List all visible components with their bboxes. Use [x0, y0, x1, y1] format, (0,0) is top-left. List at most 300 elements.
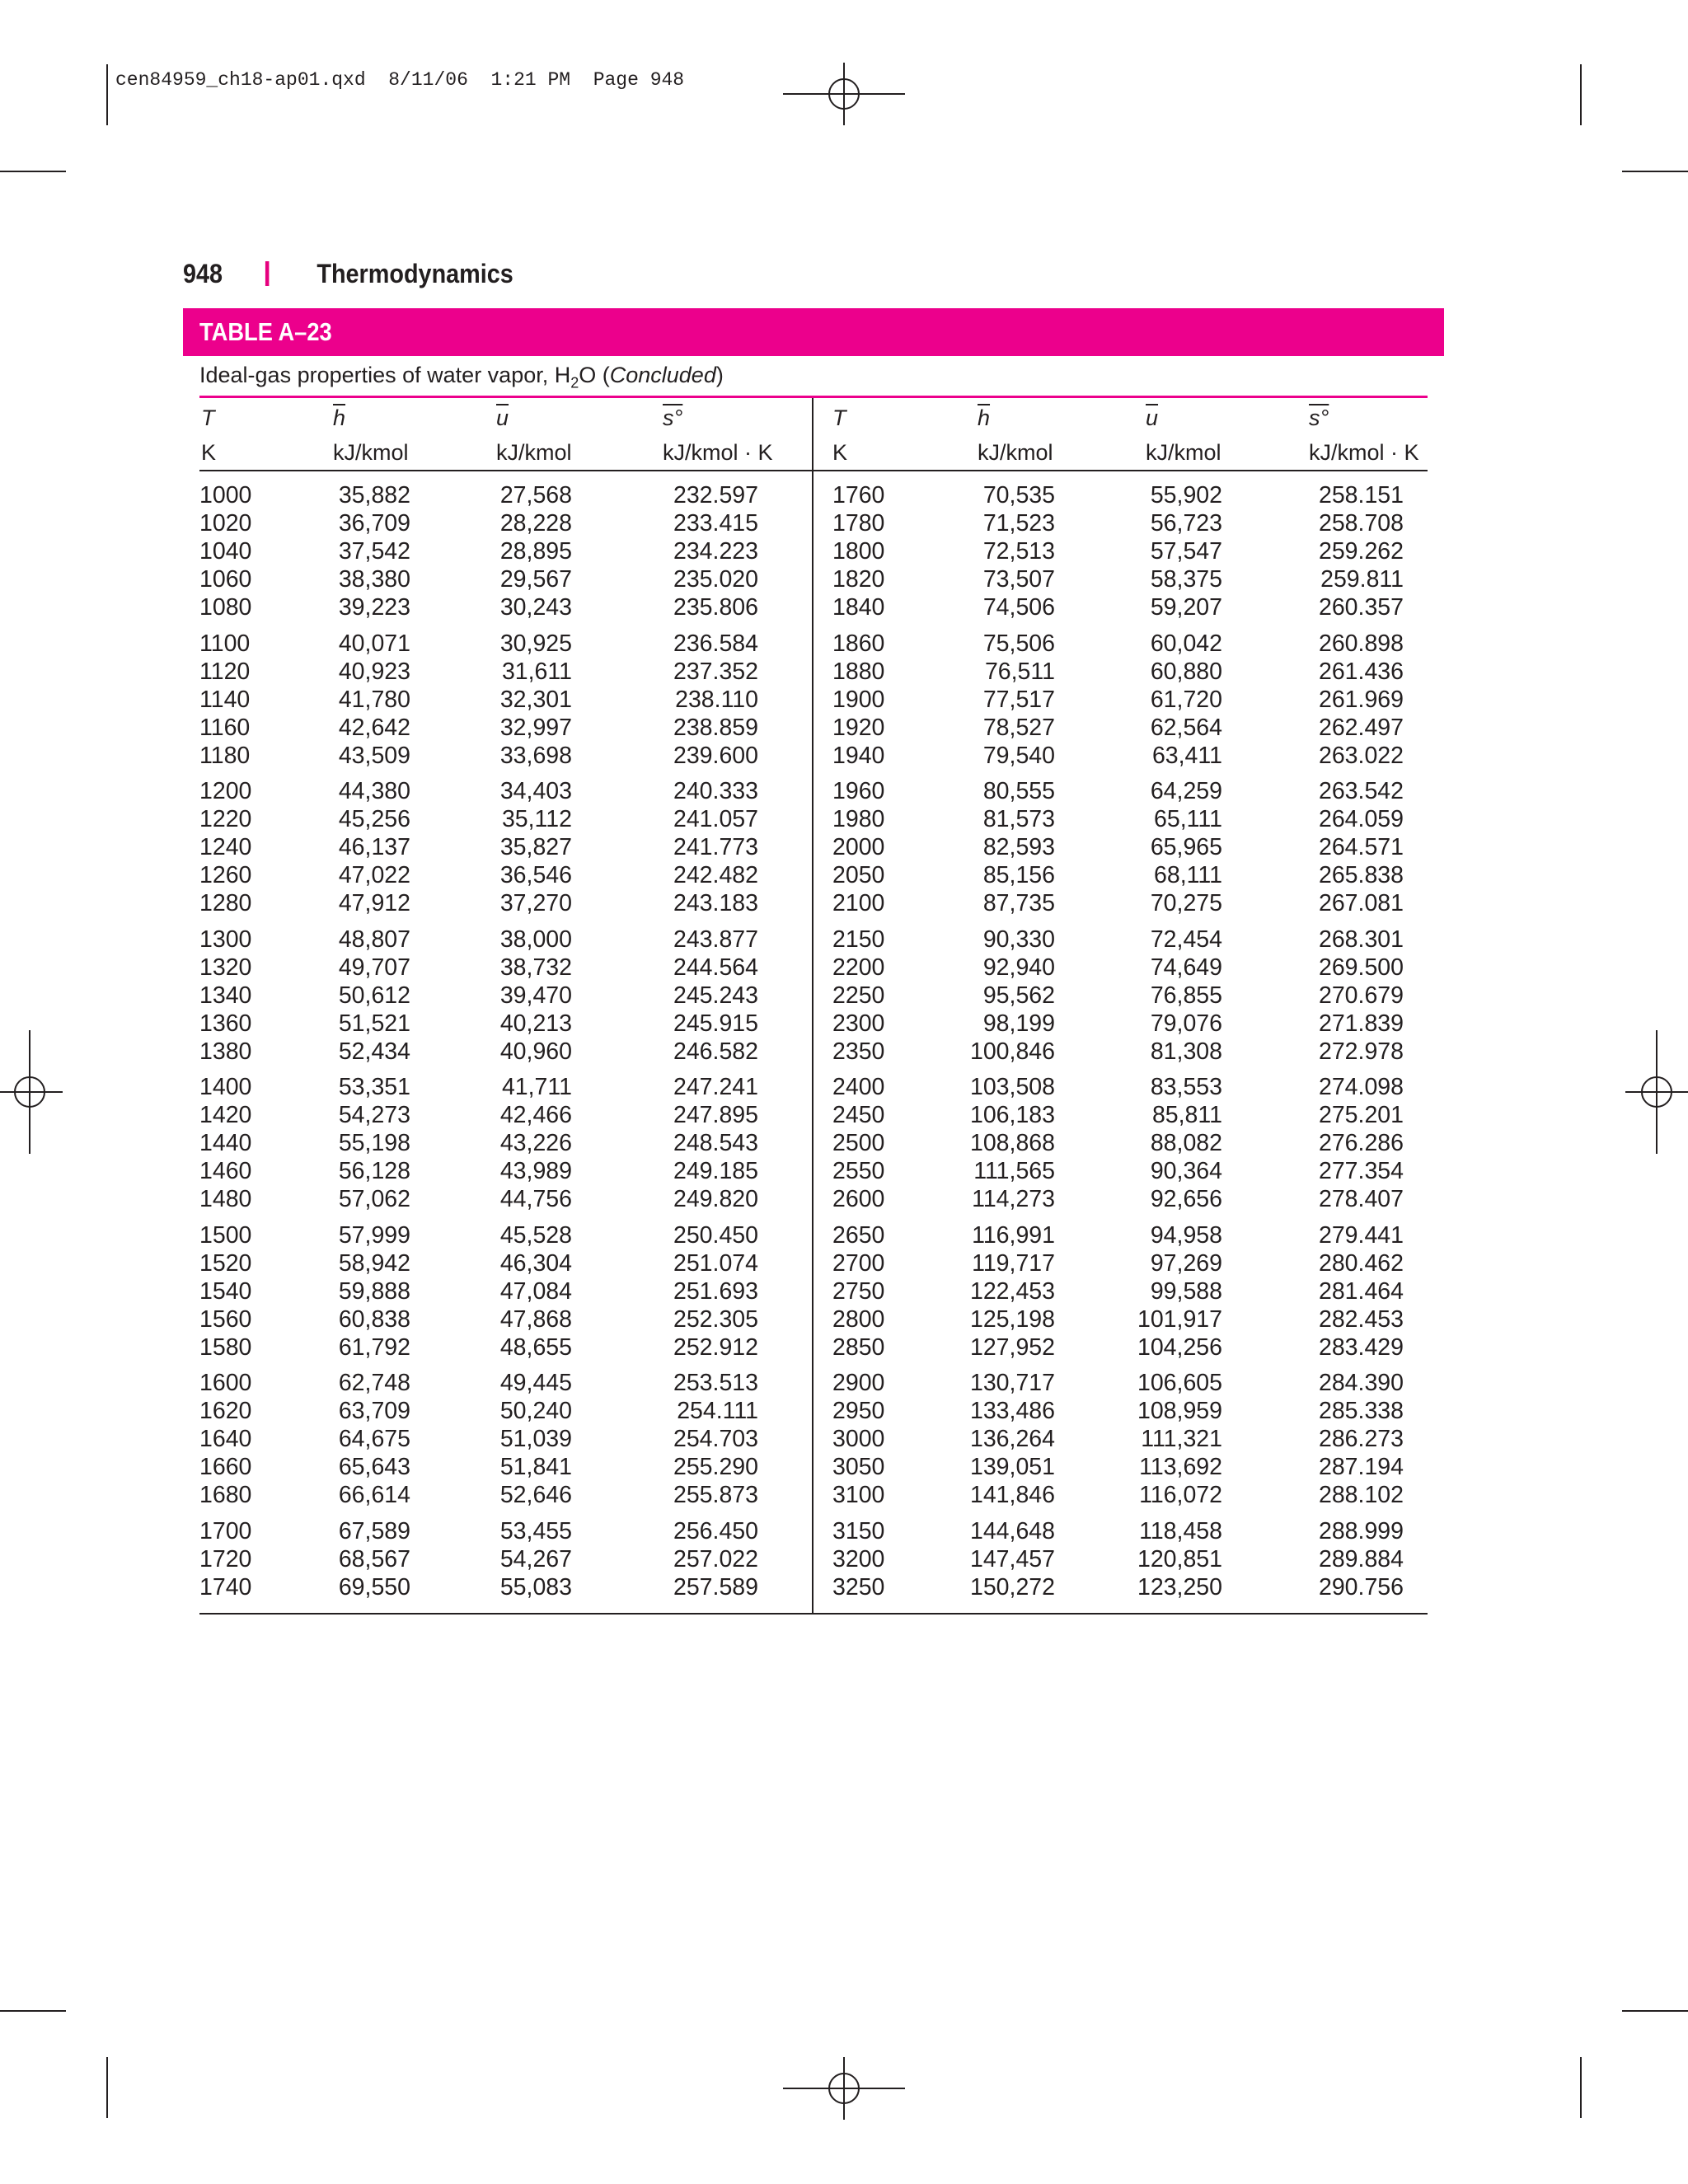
table-cell: 278.407 — [1318, 1186, 1404, 1213]
table-cell: 2650 — [832, 1221, 885, 1249]
table-cell: 3150 — [832, 1517, 885, 1544]
table-cell: 42,642 — [338, 714, 410, 741]
table-cell: 270.679 — [1318, 982, 1404, 1009]
table-cell: 61,792 — [338, 1333, 410, 1361]
table-cell: 36,546 — [499, 862, 572, 889]
table-cell: 47,022 — [338, 862, 410, 889]
table-cell: 70,275 — [1150, 890, 1222, 917]
table-cell: 123,250 — [1137, 1573, 1222, 1601]
table-cell: 264.059 — [1318, 806, 1404, 833]
table-cell: 1200 — [199, 778, 252, 804]
table-cell: 2300 — [832, 1010, 885, 1037]
table-cell: 2800 — [832, 1305, 885, 1333]
table-cell: 63,709 — [338, 1398, 410, 1425]
table-cell: 272.978 — [1318, 1038, 1404, 1065]
table-cell: 1400 — [199, 1074, 252, 1100]
table-cell: 58,375 — [1150, 566, 1222, 593]
table-cell: 247.241 — [673, 1074, 758, 1100]
table-cell: 1300 — [199, 926, 252, 953]
registration-mark-bottom — [783, 2057, 905, 2120]
table-cell: 85,156 — [982, 862, 1055, 889]
table-cell: 130,717 — [969, 1370, 1055, 1396]
table-cell: 70,535 — [982, 482, 1055, 509]
table-cell: 263.022 — [1318, 742, 1404, 769]
table-cell: 1840 — [832, 594, 885, 621]
table-cell: 48,807 — [338, 926, 410, 953]
table-cell: 277.354 — [1318, 1158, 1404, 1185]
table-cell: 234.223 — [673, 538, 758, 565]
table-cell: 38,000 — [499, 926, 572, 953]
table-cell: 82,593 — [982, 834, 1055, 861]
header-unit-h: kJ/kmol — [333, 440, 409, 465]
header-symbol-T: T — [832, 405, 846, 430]
table-cell: 80,555 — [982, 778, 1055, 804]
table-cell: 45,528 — [499, 1221, 572, 1249]
table-cell: 2450 — [832, 1102, 885, 1129]
table-label-bar — [183, 308, 1444, 356]
table-cell: 51,521 — [338, 1010, 410, 1037]
table-cell: 1020 — [199, 510, 252, 537]
table-cell: 2700 — [832, 1249, 885, 1277]
table-cell: 250.450 — [673, 1221, 758, 1249]
table-cell: 3000 — [832, 1426, 885, 1453]
table-cell: 144,648 — [969, 1517, 1055, 1544]
table-cell: 243.877 — [673, 926, 758, 953]
table-cell: 2900 — [832, 1370, 885, 1396]
table-cell: 1180 — [199, 742, 251, 769]
bottom-rule — [199, 1613, 1428, 1615]
table-cell: 28,228 — [499, 510, 572, 537]
table-cell: 276.286 — [1318, 1130, 1404, 1157]
header-separator — [265, 261, 270, 286]
table-cell: 100,846 — [969, 1038, 1055, 1065]
table-cell: 3200 — [832, 1545, 885, 1572]
table-cell: 44,756 — [499, 1186, 572, 1213]
table-cell: 274.098 — [1318, 1074, 1404, 1100]
table-cell: 108,868 — [969, 1130, 1055, 1157]
table-cell: 1620 — [199, 1398, 252, 1425]
table-cell: 1100 — [199, 630, 251, 657]
table-cell: 79,540 — [982, 742, 1055, 769]
table-cell: 106,183 — [969, 1102, 1055, 1129]
table-cell: 1680 — [199, 1482, 252, 1509]
table-cell: 68,111 — [1154, 862, 1222, 889]
table-cell: 245.243 — [673, 982, 758, 1009]
header-unit-u: kJ/kmol — [1146, 440, 1221, 465]
table-cell: 50,240 — [499, 1398, 572, 1425]
table-cell: 28,895 — [499, 538, 572, 565]
table-cell: 50,612 — [338, 982, 410, 1009]
table-cell: 2000 — [832, 834, 885, 861]
table-cell: 54,267 — [499, 1545, 572, 1572]
table-cell: 39,470 — [499, 982, 572, 1009]
table-cell: 275.201 — [1318, 1102, 1404, 1129]
table-cell: 64,259 — [1150, 778, 1222, 804]
table-cell: 1720 — [199, 1545, 252, 1572]
table-cell: 1340 — [199, 982, 252, 1009]
table-cell: 263.542 — [1318, 778, 1404, 804]
table-cell: 1160 — [199, 714, 251, 741]
table-cell: 1140 — [199, 686, 251, 713]
table-cell: 285.338 — [1318, 1398, 1404, 1425]
table-cell: 46,137 — [338, 834, 410, 861]
table-cell: 43,989 — [499, 1158, 572, 1185]
table-cell: 61,720 — [1150, 686, 1222, 713]
table-cell: 257.022 — [673, 1545, 758, 1572]
table-cell: 51,039 — [499, 1426, 572, 1453]
table-cell: 242.482 — [673, 862, 758, 889]
table-cell: 245.915 — [673, 1010, 758, 1037]
table-cell: 1500 — [199, 1221, 252, 1249]
table-cell: 68,567 — [338, 1545, 410, 1572]
table-cell: 37,270 — [499, 890, 572, 917]
table-cell: 58,942 — [338, 1249, 410, 1277]
table-cell: 1000 — [199, 482, 252, 509]
table-cell: 46,304 — [499, 1249, 572, 1277]
table-cell: 243.183 — [673, 890, 758, 917]
table-cell: 1560 — [199, 1305, 252, 1333]
table-cell: 235.806 — [673, 594, 758, 621]
table-cell: 76,511 — [984, 658, 1055, 685]
table-cell: 108,959 — [1137, 1398, 1222, 1425]
table-cell: 1380 — [199, 1038, 252, 1065]
table-cell: 76,855 — [1150, 982, 1222, 1009]
table-cell: 2400 — [832, 1074, 885, 1100]
table-cell: 1920 — [832, 714, 885, 741]
header-unit-u: kJ/kmol — [496, 440, 572, 465]
table-cell: 1060 — [199, 566, 252, 593]
table-cell: 60,838 — [338, 1305, 410, 1333]
table-cell: 87,735 — [982, 890, 1055, 917]
table-cell: 35,882 — [338, 482, 410, 509]
table-cell: 98,199 — [982, 1010, 1055, 1037]
table-cell: 262.497 — [1318, 714, 1404, 741]
table-cell: 99,588 — [1150, 1277, 1222, 1305]
table-cell: 40,960 — [499, 1038, 572, 1065]
table-cell: 2550 — [832, 1158, 885, 1185]
table-cell: 252.912 — [673, 1333, 758, 1361]
registration-mark-left — [0, 1030, 63, 1154]
table-cell: 287.194 — [1318, 1454, 1404, 1481]
page-number: 948 — [183, 258, 223, 288]
table-cell: 1600 — [199, 1370, 252, 1396]
table-cell: 30,925 — [499, 630, 572, 657]
header-symbol-u: $\overline{u}$ — [496, 405, 509, 430]
table-cell: 44,380 — [338, 778, 410, 804]
table-cell: 65,965 — [1150, 834, 1222, 861]
table-cell: 2500 — [832, 1130, 885, 1157]
table-cell: 1240 — [199, 834, 252, 861]
table-cell: 1820 — [832, 566, 885, 593]
table-cell: 239.600 — [673, 742, 758, 769]
table-cell: 267.081 — [1318, 890, 1404, 917]
slug-line: cen84959_ch18-ap01.qxd 8/11/06 1:21 PM Page 948 — [115, 69, 685, 91]
table-cell: 279.441 — [1318, 1221, 1404, 1249]
table-cell: 104,256 — [1137, 1333, 1222, 1361]
table-cell: 1700 — [199, 1517, 252, 1544]
table-cell: 106,605 — [1137, 1370, 1222, 1396]
table-cell: 1080 — [199, 594, 252, 621]
table-cell: 81,573 — [982, 806, 1055, 833]
table-cell: 281.464 — [1318, 1277, 1404, 1305]
table-cell: 45,256 — [338, 806, 410, 833]
table-cell: 1660 — [199, 1454, 252, 1481]
table-cell: 247.895 — [673, 1102, 758, 1129]
table-cell: 59,888 — [338, 1277, 410, 1305]
table-cell: 2600 — [832, 1186, 885, 1213]
table-cell: 241.057 — [673, 806, 758, 833]
table-cell: 35,827 — [499, 834, 572, 861]
table-cell: 66,614 — [338, 1482, 410, 1509]
table-cell: 1220 — [199, 806, 252, 833]
table-cell: 1280 — [199, 890, 252, 917]
header-unit-s: kJ/kmol · K — [1309, 440, 1419, 465]
table-cell: 71,523 — [982, 510, 1055, 537]
table-cell: 39,223 — [338, 594, 410, 621]
table-cell: 286.273 — [1318, 1426, 1404, 1453]
table-cell: 2250 — [832, 982, 885, 1009]
table-cell: 256.450 — [673, 1517, 758, 1544]
table-cell: 1580 — [199, 1333, 252, 1361]
table-cell: 73,507 — [982, 566, 1055, 593]
table-cell: 254.703 — [673, 1426, 758, 1453]
running-head — [183, 255, 513, 292]
table-cell: 284.390 — [1318, 1370, 1404, 1396]
table-cell: 232.597 — [673, 482, 758, 509]
header-symbol-h: $\overline{h}$ — [333, 405, 346, 430]
table-cell: 1420 — [199, 1102, 252, 1129]
table-cell: 2200 — [832, 954, 885, 981]
table-cell: 238.110 — [675, 686, 758, 713]
table-cell: 1800 — [832, 538, 885, 565]
table-cell: 241.773 — [673, 834, 758, 861]
table-cell: 269.500 — [1318, 954, 1404, 981]
table-cell: 34,403 — [499, 778, 572, 804]
table-cell: 52,646 — [499, 1482, 572, 1509]
table-cell: 1780 — [832, 510, 885, 537]
table-cell: 1480 — [199, 1186, 252, 1213]
table-cell: 43,509 — [338, 742, 410, 769]
table-cell: 83,553 — [1150, 1074, 1222, 1100]
table-cell: 111,565 — [973, 1158, 1055, 1185]
table-cell: 3100 — [832, 1482, 885, 1509]
table-cell: 1880 — [832, 658, 885, 685]
table-cell: 3050 — [832, 1454, 885, 1481]
table-cell: 1640 — [199, 1426, 252, 1453]
table-cell: 53,351 — [338, 1074, 410, 1100]
table-cell: 288.102 — [1318, 1482, 1404, 1509]
table-cell: 33,698 — [499, 742, 572, 769]
table-cell: 290.756 — [1318, 1573, 1404, 1601]
table-cell: 261.969 — [1318, 686, 1404, 713]
table-cell: 119,717 — [972, 1249, 1055, 1277]
table-cell: 67,589 — [338, 1517, 410, 1544]
table-cell: 120,851 — [1137, 1545, 1222, 1572]
table-cell: 77,517 — [982, 686, 1055, 713]
table-cell: 49,707 — [338, 954, 410, 981]
table-cell: 2750 — [832, 1277, 885, 1305]
table-cell: 249.820 — [673, 1186, 758, 1213]
table-cell: 257.589 — [673, 1573, 758, 1601]
table-cell: 282.453 — [1318, 1305, 1404, 1333]
header-symbol-s: s° — [663, 405, 683, 430]
table-cell: 1520 — [199, 1249, 252, 1277]
table-cell: 60,880 — [1150, 658, 1222, 685]
table-cell: 139,051 — [969, 1454, 1055, 1481]
table-cell: 259.262 — [1318, 538, 1404, 565]
table-cell: 30,243 — [499, 594, 572, 621]
table-cell: 27,568 — [499, 482, 572, 509]
table-cell: 79,076 — [1150, 1010, 1222, 1037]
table-cell: 47,868 — [499, 1305, 572, 1333]
table-label: TABLE A–23 — [199, 317, 332, 346]
table-cell: 261.436 — [1318, 658, 1404, 685]
table-cell: 88,082 — [1150, 1130, 1222, 1157]
table-cell: 56,128 — [338, 1158, 410, 1185]
header-unit-T: K — [201, 440, 217, 465]
table-cell: 1540 — [199, 1277, 252, 1305]
table-cell: 141,846 — [969, 1482, 1055, 1509]
table-cell: 41,780 — [338, 686, 410, 713]
table-cell: 94,958 — [1150, 1221, 1222, 1249]
table-cell: 251.074 — [673, 1249, 758, 1277]
table-cell: 252.305 — [673, 1305, 758, 1333]
table-cell: 116,072 — [1139, 1482, 1222, 1509]
table-cell: 233.415 — [673, 510, 758, 537]
table-cell: 116,991 — [972, 1221, 1055, 1249]
table-cell: 1980 — [832, 806, 885, 833]
table-cell: 283.429 — [1318, 1333, 1404, 1361]
header-unit-s: kJ/kmol · K — [663, 440, 773, 465]
table-cell: 59,207 — [1150, 594, 1222, 621]
table-cell: 127,952 — [969, 1333, 1055, 1361]
table-cell: 2350 — [832, 1038, 885, 1065]
table-cell: 37,542 — [338, 538, 410, 565]
table-cell: 92,940 — [982, 954, 1055, 981]
table-cell: 259.811 — [1320, 566, 1404, 593]
table-cell: 38,732 — [499, 954, 572, 981]
table-cell: 65,111 — [1154, 806, 1222, 833]
table-cell: 237.352 — [673, 658, 758, 685]
column-divider — [812, 398, 814, 1615]
table-cell: 81,308 — [1150, 1038, 1222, 1065]
registration-mark-right — [1625, 1030, 1688, 1154]
table-cell: 1960 — [832, 778, 885, 804]
table-cell: 258.151 — [1318, 482, 1404, 509]
table-cell: 251.693 — [673, 1277, 758, 1305]
table-cell: 260.898 — [1318, 630, 1404, 657]
header-symbol-h: $\overline{h}$ — [978, 405, 991, 430]
table-cell: 133,486 — [969, 1398, 1055, 1425]
table-cell: 118,458 — [1139, 1517, 1222, 1544]
table-cell: 122,453 — [969, 1277, 1055, 1305]
table-cell: 29,567 — [499, 566, 572, 593]
table-cell: 55,198 — [338, 1130, 410, 1157]
table-cell: 260.357 — [1318, 594, 1404, 621]
header-unit-h: kJ/kmol — [978, 440, 1053, 465]
table-cell: 53,455 — [499, 1517, 572, 1544]
table-cell: 289.884 — [1318, 1545, 1404, 1572]
table-cell: 38,380 — [338, 566, 410, 593]
running-title: Thermodynamics — [316, 258, 513, 288]
table-cell: 1460 — [199, 1158, 252, 1185]
table-cell: 55,083 — [499, 1573, 572, 1601]
table-cell: 97,269 — [1150, 1249, 1222, 1277]
table-cell: 92,656 — [1150, 1186, 1222, 1213]
table-cell: 35,112 — [501, 806, 572, 833]
table-cell: 255.290 — [673, 1454, 758, 1481]
header-unit-T: K — [832, 440, 848, 465]
table-cell: 255.873 — [673, 1482, 758, 1509]
table-cell: 62,564 — [1150, 714, 1222, 741]
table-cell: 264.571 — [1318, 834, 1404, 861]
table-cell: 75,506 — [982, 630, 1055, 657]
table-cell: 72,513 — [982, 538, 1055, 565]
table-cell: 244.564 — [673, 954, 758, 981]
table-cell: 1440 — [199, 1130, 252, 1157]
table-cell: 1740 — [199, 1573, 252, 1601]
table-cell: 69,550 — [338, 1573, 410, 1601]
table-cell: 36,709 — [338, 510, 410, 537]
table-cell: 248.543 — [673, 1130, 758, 1157]
table-cell: 2150 — [832, 926, 885, 953]
table-cell: 56,723 — [1150, 510, 1222, 537]
table-caption: Ideal-gas properties of water vapor, $H_2O$ (Concluded) — [199, 363, 724, 391]
table-cell: 1260 — [199, 862, 252, 889]
table-cell: 147,457 — [969, 1545, 1055, 1572]
table-cell: 57,547 — [1150, 538, 1222, 565]
table-cell: 52,434 — [338, 1038, 410, 1065]
table-cell: 60,042 — [1150, 630, 1222, 657]
table-cell: 1040 — [199, 538, 252, 565]
table-cell: 78,527 — [982, 714, 1055, 741]
table-cell: 49,445 — [499, 1370, 572, 1396]
table-cell: 32,997 — [499, 714, 572, 741]
table-cell: 90,364 — [1150, 1158, 1222, 1185]
table-cell: 1360 — [199, 1010, 252, 1037]
header-rule — [199, 470, 1428, 471]
table-cell: 90,330 — [982, 926, 1055, 953]
table-cell: 1900 — [832, 686, 885, 713]
table-cell: 40,213 — [499, 1010, 572, 1037]
table-cell: 74,506 — [982, 594, 1055, 621]
header-symbol-u: $\overline{u}$ — [1146, 405, 1159, 430]
table-cell: 1120 — [199, 658, 251, 685]
table-cell: 254.111 — [677, 1398, 758, 1425]
table-cell: 32,301 — [499, 686, 572, 713]
table-cell: 2050 — [832, 862, 885, 889]
table-cell: 136,264 — [969, 1426, 1055, 1453]
table-cell: 235.020 — [673, 566, 758, 593]
table-cell: 42,466 — [499, 1102, 572, 1129]
table-cell: 3250 — [832, 1573, 885, 1601]
table-cell: 125,198 — [969, 1305, 1055, 1333]
table-cell: 1320 — [199, 954, 252, 981]
table-cell: 2850 — [832, 1333, 885, 1361]
table-cell: 114,273 — [972, 1186, 1055, 1213]
table-cell: 57,062 — [338, 1186, 410, 1213]
header-symbol-T: T — [201, 405, 215, 430]
table-cell: 40,923 — [338, 658, 410, 685]
table-cell: 65,643 — [338, 1454, 410, 1481]
table-cell: 111,321 — [1141, 1426, 1222, 1453]
table-cell: 268.301 — [1318, 926, 1404, 953]
table-cell: 40,071 — [338, 630, 410, 657]
table-cell: 2100 — [832, 890, 885, 917]
table-cell: 31,611 — [501, 658, 572, 685]
table-cell: 74,649 — [1150, 954, 1222, 981]
table-cell: 150,272 — [969, 1573, 1055, 1601]
